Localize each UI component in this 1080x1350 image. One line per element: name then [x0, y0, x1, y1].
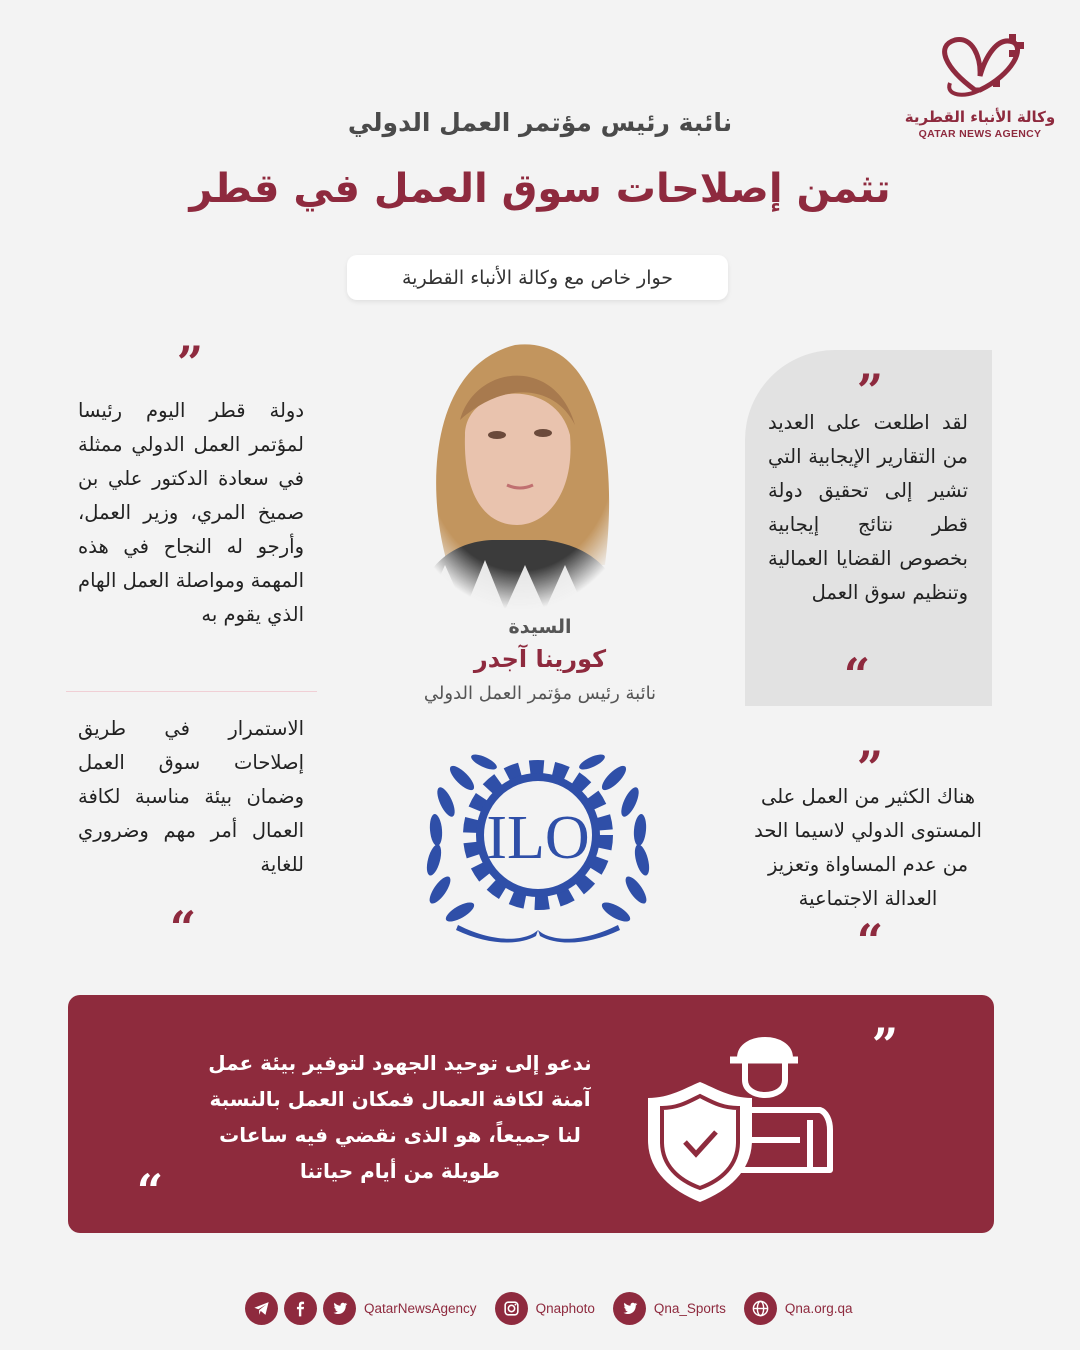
social-footer	[245, 1290, 864, 1326]
social-handle[interactable]: Qna.org.qa	[784, 1300, 853, 1316]
globe-icon[interactable]	[744, 1292, 777, 1325]
quote-close-icon: “	[856, 914, 884, 968]
quote-left-bottom: الاستمرار في طريق إصلاحات سوق العمل وضمان بيئة مناسبة لكافة العمال أمر مهم وضروري للغاية	[78, 717, 304, 876]
ilo-text: ILO	[486, 804, 590, 872]
social-handle[interactable]: Qna_Sports	[653, 1300, 726, 1316]
banner-quote: ندعو إلى توحيد الجهود لتوفير بيئة عمل آمنة لكافة العمال فمكان العمل بالنسبة لنا جميعاً، هو الذى نقضي فيه ساعات طويلة من أيام حياتنا	[208, 1051, 592, 1183]
agency-name-ar: وكالة الأنباء القطرية	[904, 108, 1056, 126]
twitter-icon[interactable]	[613, 1292, 646, 1325]
twitter-icon[interactable]	[323, 1292, 356, 1325]
interview-tag: حوار خاص مع وكالة الأنباء القطرية	[347, 255, 728, 300]
quote-open-icon: ”	[856, 741, 884, 795]
qna-emblem-icon	[925, 28, 1035, 106]
quote-open-icon: ”	[871, 1018, 899, 1072]
quote-right-bottom: هناك الكثير من العمل على المستوى الدولي لاسيما الحد من عدم المساواة وتعزيز العدالة الاجتماعية	[754, 785, 982, 910]
ilo-logo	[418, 740, 658, 945]
social-handle[interactable]: Qnaphoto	[535, 1300, 595, 1316]
person-name: كورينا آجدر	[473, 645, 607, 673]
person-title-label: السيدة	[508, 616, 572, 638]
safety-worker-icon	[640, 1020, 840, 1210]
page-subtitle: نائبة رئيس مؤتمر العمل الدولي	[347, 108, 733, 137]
portrait-photo	[405, 325, 635, 610]
agency-name-en: QATAR NEWS AGENCY	[918, 128, 1042, 140]
quote-close-icon: “	[169, 901, 197, 955]
telegram-icon[interactable]	[245, 1292, 278, 1325]
facebook-icon[interactable]	[284, 1292, 317, 1325]
quote-open-icon: ”	[176, 336, 204, 390]
quote-close-icon: “	[843, 648, 871, 702]
page-title: تثمن إصلاحات سوق العمل في قطر	[189, 166, 891, 212]
quote-close-icon: “	[136, 1164, 164, 1218]
quote-right-top: لقد اطلعت على العديد من التقارير الإيجابية التي تشير إلى تحقيق دولة قطر نتائج إيجابية بخصوص القضايا العمالية وتنظيم سوق العمل	[768, 411, 968, 604]
quote-left-top: دولة قطر اليوم رئيسا لمؤتمر العمل الدولي ممثلة في سعادة الدكتور علي بن صميخ المري، وزير العمل، وأرجو له النجاح في هذه المهمة ومواصلة العمل الهام الذي يقوم به	[78, 399, 304, 626]
instagram-icon[interactable]	[495, 1292, 528, 1325]
social-handle[interactable]: QatarNewsAgency	[364, 1300, 477, 1316]
qna-logo	[900, 28, 1060, 158]
quote-open-icon: ”	[856, 364, 884, 418]
person-role: نائبة رئيس مؤتمر العمل الدولي	[423, 683, 657, 704]
divider	[66, 691, 317, 692]
